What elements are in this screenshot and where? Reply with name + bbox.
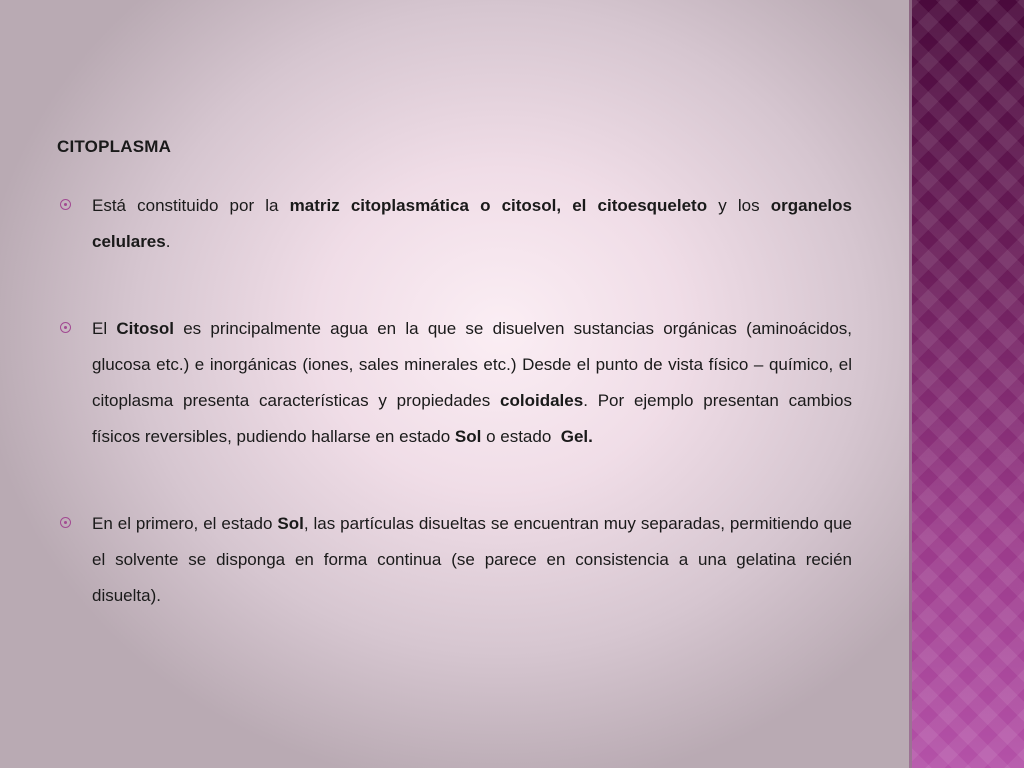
bullet-bold-text: matriz citoplasmática o citosol, el citoesqueleto xyxy=(289,196,708,215)
circle-bullet-icon xyxy=(60,322,71,333)
bullet-bold-text: Sol xyxy=(277,514,304,533)
circle-bullet-icon xyxy=(60,517,71,528)
bullet-bold-text: Gel. xyxy=(560,427,593,446)
bullet-bold-text: organelos celulares xyxy=(92,196,852,251)
bullet-text: Está constituido por la xyxy=(92,196,290,215)
bullet-text: es principalmente agua en la que se disuelven sustancias orgánicas (aminoácidos, glucosa etc.) e inorgánicas (iones, sales minerales etc.) Desde el punto de vista físico – químico, el citoplasma presenta características y propiedades xyxy=(92,319,852,410)
bullet-item xyxy=(60,188,852,260)
bullet-item xyxy=(60,311,852,455)
circle-bullet-icon xyxy=(60,199,71,210)
bullet-bold-text: Citosol xyxy=(116,319,174,338)
bullet-text: y los xyxy=(707,196,771,215)
bullet-text: o estado xyxy=(481,427,561,446)
slide-title: CITOPLASMA xyxy=(57,137,172,156)
bullet-item xyxy=(60,506,852,614)
bullet-bold-text: coloidales xyxy=(500,391,584,410)
bullet-text: . Por ejemplo presentan cambios físicos reversibles, pudiendo hallarse en estado xyxy=(92,391,852,446)
bullet-text: El xyxy=(92,319,117,338)
bullet-text: En el primero, el estado xyxy=(92,514,278,533)
decorative-side-band xyxy=(912,0,1024,768)
bullet-text: . xyxy=(165,232,171,251)
bullet-list xyxy=(60,188,852,614)
bullet-text: , las partículas disueltas se encuentran muy separadas, permitiendo que el solvente se disponga en forma continua (se parece en consistencia a una gelatina recién disuelta). xyxy=(92,514,853,605)
bullet-bold-text: Sol xyxy=(454,427,482,446)
